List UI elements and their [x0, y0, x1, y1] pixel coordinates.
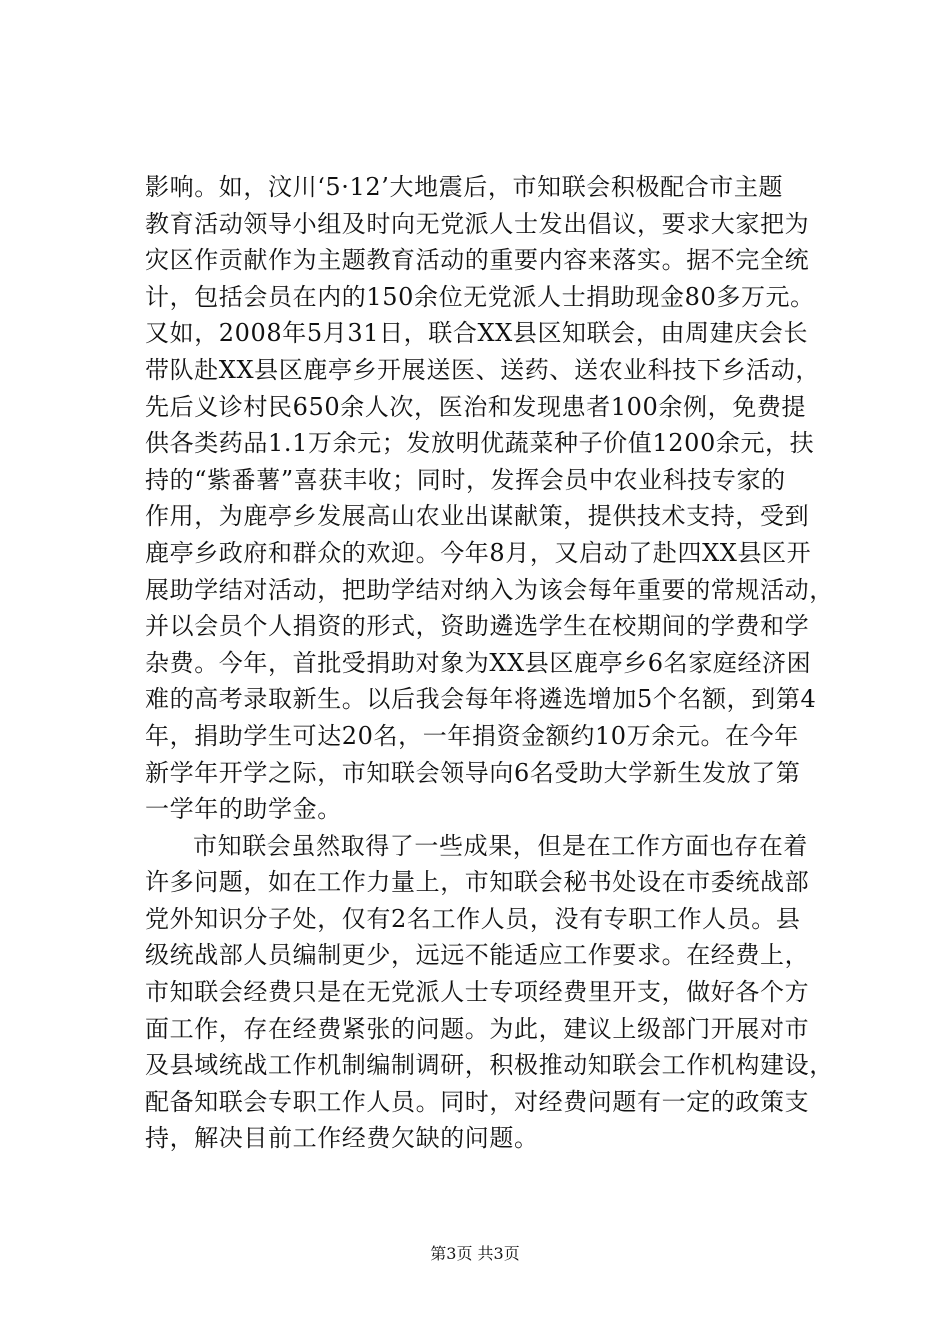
text-line: 展助学结对活动，把助学结对纳入为该会每年重要的常规活动， — [145, 575, 834, 604]
text-line: 难的高考录取新生。以后我会每年将遴选增加5个名额，到第4 — [145, 685, 817, 714]
text-line: 作用，为鹿亭乡发展高山农业出谋献策，提供技术支持，受到 — [145, 502, 810, 531]
text-line: 及县域统战工作机制编制调研，积极推动知联会工作机构建设， — [145, 1051, 834, 1080]
text-line: 配备知联会专职工作人员。同时，对经费问题有一定的政策支 — [145, 1087, 810, 1116]
text-line: 供各类药品1.1万余元；发放明优蔬菜种子价值1200余元，扶 — [145, 429, 815, 458]
text-line: 级统战部人员编制更少，远远不能适应工作要求。在经费上， — [145, 941, 810, 970]
text-line: 新学年开学之际，市知联会领导向6名受助大学新生发放了第 — [145, 758, 801, 787]
body-text — [145, 169, 835, 1157]
text-line: 带队赴XX县区鹿亭乡开展送医、送药、送农业科技下乡活动， — [145, 355, 820, 384]
text-line: 持的“紫番薯”喜获丰收；同时，发挥会员中农业科技专家的 — [145, 465, 786, 494]
text-line: 灾区作贡献作为主题教育活动的重要内容来落实。据不完全统 — [145, 246, 810, 275]
page-number-footer: 第3页 共3页 — [430, 1244, 520, 1263]
text-line: 鹿亭乡政府和群众的欢迎。今年8月，又启动了赴四XX县区开 — [145, 538, 812, 567]
text-line: 教育活动领导小组及时向无党派人士发出倡议，要求大家把为 — [145, 209, 810, 238]
text-line: 持，解决目前工作经费欠缺的问题。 — [145, 1124, 539, 1153]
text-line: 先后义诊村民650余人次，医治和发现患者100余例，免费提 — [145, 392, 807, 421]
text-line: 一学年的助学金。 — [145, 795, 342, 824]
text-line: 党外知识分子处，仅有2名工作人员，没有专职工作人员。县 — [145, 904, 801, 933]
text-line: 又如，2008年5月31日，联合XX县区知联会，由周建庆会长 — [145, 319, 809, 348]
text-line: 杂费。今年，首批受捐助对象为XX县区鹿亭乡6名家庭经济困 — [145, 648, 812, 677]
text-line: 年，捐助学生可达20名，一年捐资金额约10万余元。在今年 — [145, 721, 799, 750]
paragraph-start-line: 市知联会虽然取得了一些成果，但是在工作方面也存在着 — [193, 831, 808, 860]
text-line: 并以会员个人捐资的形式，资助遴选学生在校期间的学费和学 — [145, 612, 810, 641]
text-line: 市知联会经费只是在无党派人士专项经费里开支，做好各个方 — [145, 978, 810, 1007]
text-line: 许多问题，如在工作力量上，市知联会秘书处设在市委统战部 — [145, 868, 810, 897]
text-line: 面工作，存在经费紧张的问题。为此，建议上级部门开展对市 — [145, 1014, 810, 1043]
text-line: 计，包括会员在内的150余位无党派人士捐助现金80多万元。 — [145, 282, 815, 311]
text-line: 影响。如，汶川‘5·12’大地震后，市知联会积极配合市主题 — [145, 173, 784, 201]
